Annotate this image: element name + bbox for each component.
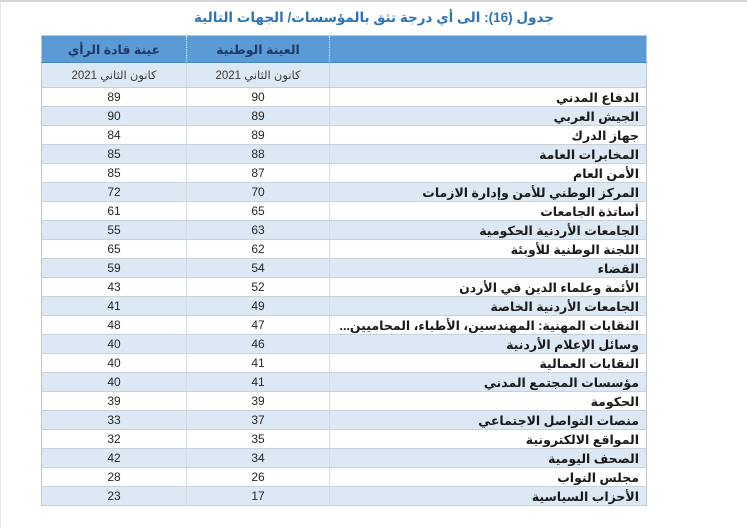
leaders-value-cell: 72 [42,183,187,202]
institution-cell: المخابرات العامة [330,145,647,164]
leaders-value-cell: 23 [42,487,187,506]
national-value-cell: 70 [187,183,330,202]
table-row [42,449,647,468]
national-sample-column-header: العينة الوطنية [187,36,330,63]
table-row [42,297,647,316]
institution-cell: منصات التواصل الاجتماعي [330,411,647,430]
institution-cell: الحكومة [330,392,647,411]
table-row [42,411,647,430]
table-row [42,468,647,487]
national-value-cell: 41 [187,354,330,373]
institution-cell: الجامعات الأردنية الخاصة [330,297,647,316]
leaders-value-cell: 42 [42,449,187,468]
institution-cell: الجيش العربي [330,107,647,126]
national-value-cell: 62 [187,240,330,259]
table-row [42,487,647,506]
national-value-cell: 63 [187,221,330,240]
leaders-value-cell: 40 [42,354,187,373]
institution-cell: القضاء [330,259,647,278]
national-value-cell: 65 [187,202,330,221]
leaders-value-cell: 28 [42,468,187,487]
table-row [42,183,647,202]
table-title: جدول (16): الى أي درجة تثق بالمؤسسات/ الجهات التالية [193,10,555,25]
leaders-value-cell: 90 [42,107,187,126]
national-value-cell: 41 [187,373,330,392]
period-row [42,63,647,88]
institution-cell: مجلس النواب [330,468,647,487]
institution-cell: الأئمة وعلماء الدين في الأردن [330,278,647,297]
national-value-cell: 52 [187,278,330,297]
leaders-value-cell: 85 [42,145,187,164]
national-value-cell: 54 [187,259,330,278]
table-row [42,88,647,107]
leaders-value-cell: 41 [42,297,187,316]
national-period-cell: كانون الثاني 2021 [187,63,330,88]
institution-cell: الدفاع المدني [330,88,647,107]
leaders-value-cell: 40 [42,373,187,392]
national-value-cell: 34 [187,449,330,468]
leaders-value-cell: 65 [42,240,187,259]
institution-cell: الأحزاب السياسية [330,487,647,506]
institution-cell: الأمن العام [330,164,647,183]
institution-cell: مؤسسات المجتمع المدني [330,373,647,392]
table-row [42,259,647,278]
national-value-cell: 37 [187,411,330,430]
leaders-value-cell: 61 [42,202,187,221]
national-value-cell: 89 [187,126,330,145]
table-row [42,240,647,259]
institution-cell: أساتذة الجامعات [330,202,647,221]
table-row [42,430,647,449]
table-row [42,278,647,297]
national-value-cell: 47 [187,316,330,335]
leaders-value-cell: 84 [42,126,187,145]
institution-column-header [330,36,647,63]
leaders-value-cell: 40 [42,335,187,354]
institution-cell: الجامعات الأردنية الحكومية [330,221,647,240]
leaders-value-cell: 59 [42,259,187,278]
leaders-value-cell: 85 [42,164,187,183]
table-row [42,316,647,335]
trust-table [41,35,647,506]
table-row [42,392,647,411]
national-value-cell: 17 [187,487,330,506]
institution-cell: النقابات العمالية [330,354,647,373]
national-value-cell: 46 [187,335,330,354]
table-row [42,221,647,240]
table-row [42,126,647,145]
leaders-value-cell: 32 [42,430,187,449]
national-value-cell: 89 [187,107,330,126]
leaders-value-cell: 33 [42,411,187,430]
institution-cell: جهاز الدرك [330,126,647,145]
institution-cell: المركز الوطني للأمن وإدارة الازمات [330,183,647,202]
table-row [42,202,647,221]
national-value-cell: 35 [187,430,330,449]
national-value-cell: 88 [187,145,330,164]
opinion-leaders-column-header: عينة قادة الرأي [42,36,187,63]
leaders-value-cell: 89 [42,88,187,107]
table-row [42,145,647,164]
leaders-period-cell: كانون الثاني 2021 [42,63,187,88]
period-empty-cell [330,63,647,88]
leaders-value-cell: 48 [42,316,187,335]
table-row [42,354,647,373]
national-value-cell: 90 [187,88,330,107]
national-value-cell: 87 [187,164,330,183]
leaders-value-cell: 39 [42,392,187,411]
national-value-cell: 49 [187,297,330,316]
table-row [42,335,647,354]
institution-cell: الصحف اليومية [330,449,647,468]
national-value-cell: 39 [187,392,330,411]
institution-cell: اللجنة الوطنية للأوبئة [330,240,647,259]
table-row [42,373,647,392]
institution-cell: وسائل الإعلام الأردنية [330,335,647,354]
leaders-value-cell: 43 [42,278,187,297]
institution-cell: المواقع الالكترونية [330,430,647,449]
table-body [42,88,647,506]
trust-table-container [41,35,646,506]
header-row [42,36,647,63]
table-row [42,164,647,183]
institution-cell: النقابات المهنية: المهندسين، الأطباء، المحاميين... [330,316,647,335]
leaders-value-cell: 55 [42,221,187,240]
table-row [42,107,647,126]
national-value-cell: 26 [187,468,330,487]
